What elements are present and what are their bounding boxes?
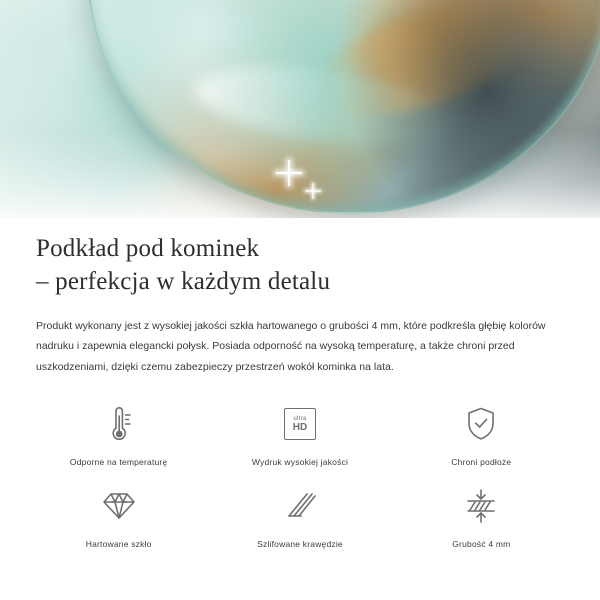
polished-edges-icon: [281, 483, 319, 529]
thickness-icon: [462, 483, 500, 529]
page-title: [36, 232, 564, 298]
page-title-line-1: Podkład pod kominek: [36, 235, 260, 262]
product-description-text: Produkt wykonany jest z wysokiej jakości szkła hartowanego o grubości 4 mm, które podkreśla głębię kolorów nadruku i zapewnia elegancki połysk. Posiada odporność na wysoką temperaturę, a także chroni przed uszkodzeniami, dzięki czemu zabezpieczy przestrzeń wokół kominka na lata.: [36, 320, 546, 373]
diamond-icon: [100, 483, 138, 529]
hero-product-image: [0, 0, 600, 218]
feature-item-tempered-glass: [28, 483, 209, 549]
feature-label: Hartowane szkło: [85, 539, 152, 550]
ultra-hd-badge-bottom: HD: [292, 421, 308, 433]
content-block: [0, 218, 600, 377]
feature-item-polished-edges: [209, 483, 390, 549]
thermometer-icon: [102, 401, 136, 447]
ultra-hd-icon: [284, 401, 316, 447]
feature-item-temperature: [28, 401, 209, 467]
page-title-line-2: – perfekcja w każdym detalu: [36, 268, 331, 295]
feature-label: Chroni podłoże: [451, 457, 512, 468]
ultra-hd-badge-top: ultra: [293, 415, 307, 422]
feature-item-surface-protection: [391, 401, 572, 467]
feature-label: Wydruk wysokiej jakości: [251, 457, 349, 468]
feature-label: Szlifowane krawędzie: [257, 539, 343, 550]
feature-item-print-quality: [209, 401, 390, 467]
shield-check-icon: [464, 401, 498, 447]
feature-label: Odporne na temperaturę: [69, 457, 168, 468]
feature-label: Grubość 4 mm: [452, 539, 511, 550]
feature-item-thickness: [391, 483, 572, 549]
feature-grid: [0, 401, 600, 549]
